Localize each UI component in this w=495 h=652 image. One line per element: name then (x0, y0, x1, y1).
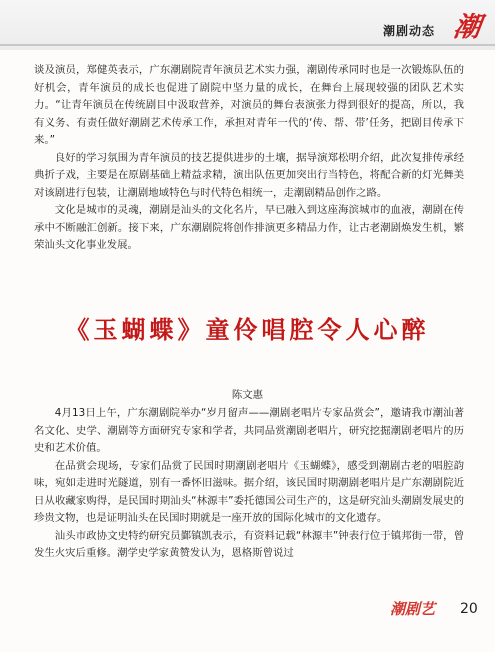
article-paragraph: 在品赏会现场，专家们品赏了民国时期潮剧老唱片《玉蝴蝶》，感受到潮剧古老的唱腔韵味，宛如走进时光隧道，别有一番怀旧滋味。据介绍，该民国时期潮剧老唱片是广东潮剧院近日从收藏家购得，是民国时期汕头“林源丰”委托德国公司生产的，这是研究汕头潮剧发展史的珍贵文物，也是证明汕头在民国时期就是一座开放的国际化城市的文化遗存。 (34, 459, 464, 524)
section-title: 潮剧动态 (382, 24, 435, 38)
article-title: 《玉蝴蝶》童伶唱腔令人心醉 (65, 315, 430, 344)
article-paragraph: 4月13日上午，广东潮剧院举办“岁月留声——潮剧老唱片专家品赏会”，邀请我市潮汕著名文化、史学、潮剧等方面研究专家和学者，共同品赏潮剧老唱片，研究挖掘潮剧老唱片的历史和艺术价值。 (34, 407, 464, 454)
intro-paragraph: 良好的学习氛围为青年演员的技艺提供进步的土壤，据导演郑松明介绍，此次复排传承经典折子戏，主要是在原剧基础上精益求精，演出队伍更加突出行当特色，将配合新的灯光舞美对该剧进行包装，让潮剧地域特色与时代特色相统一，走潮剧精品创作之路。 (34, 151, 464, 199)
intro-paragraph: 谈及演员，郑健英表示，广东潮剧院青年演员艺术实力强，潮剧传承同时也是一次锻炼队伍的好机会，青年演员的成长也促进了剧院中坚力量的成长，在舞台上展现较强的团队艺术实力。“让青年演员在传统剧目中汲取营养，对演员的舞台表演张力得到很好的提高，所以，我有义务、有责任做好潮剧艺术传承工作，承担对青年一代的‘传、帮、带’任务，把剧目传承下来。” (34, 64, 464, 146)
article-paragraph: 汕头市政协文史特约研究员鄞镇凯表示，有资料记载“林源丰”钟表行位于镇邦街一带，曾发生火灾后重修。潮学史学家黄赞发认为，恩格斯曾说过 (34, 529, 464, 559)
article-author: 陈文惠 (231, 389, 264, 401)
magazine-logo: 潮剧艺 (390, 600, 436, 618)
intro-paragraph: 文化是城市的灵魂，潮剧是汕头的文化名片，早已融入到这座海滨城市的血液，潮剧在传承中不断融汇创新。接下来，广东潮剧院将创作排演更多精品力作，让古老潮剧焕发生机，繁荣汕头文化事业发展。 (34, 204, 464, 251)
intro-text-block (34, 62, 464, 255)
section-seal-icon: 潮 (451, 12, 483, 43)
article-text-block (34, 405, 464, 563)
page-number: 20 (460, 601, 478, 617)
header-divider (0, 44, 495, 46)
